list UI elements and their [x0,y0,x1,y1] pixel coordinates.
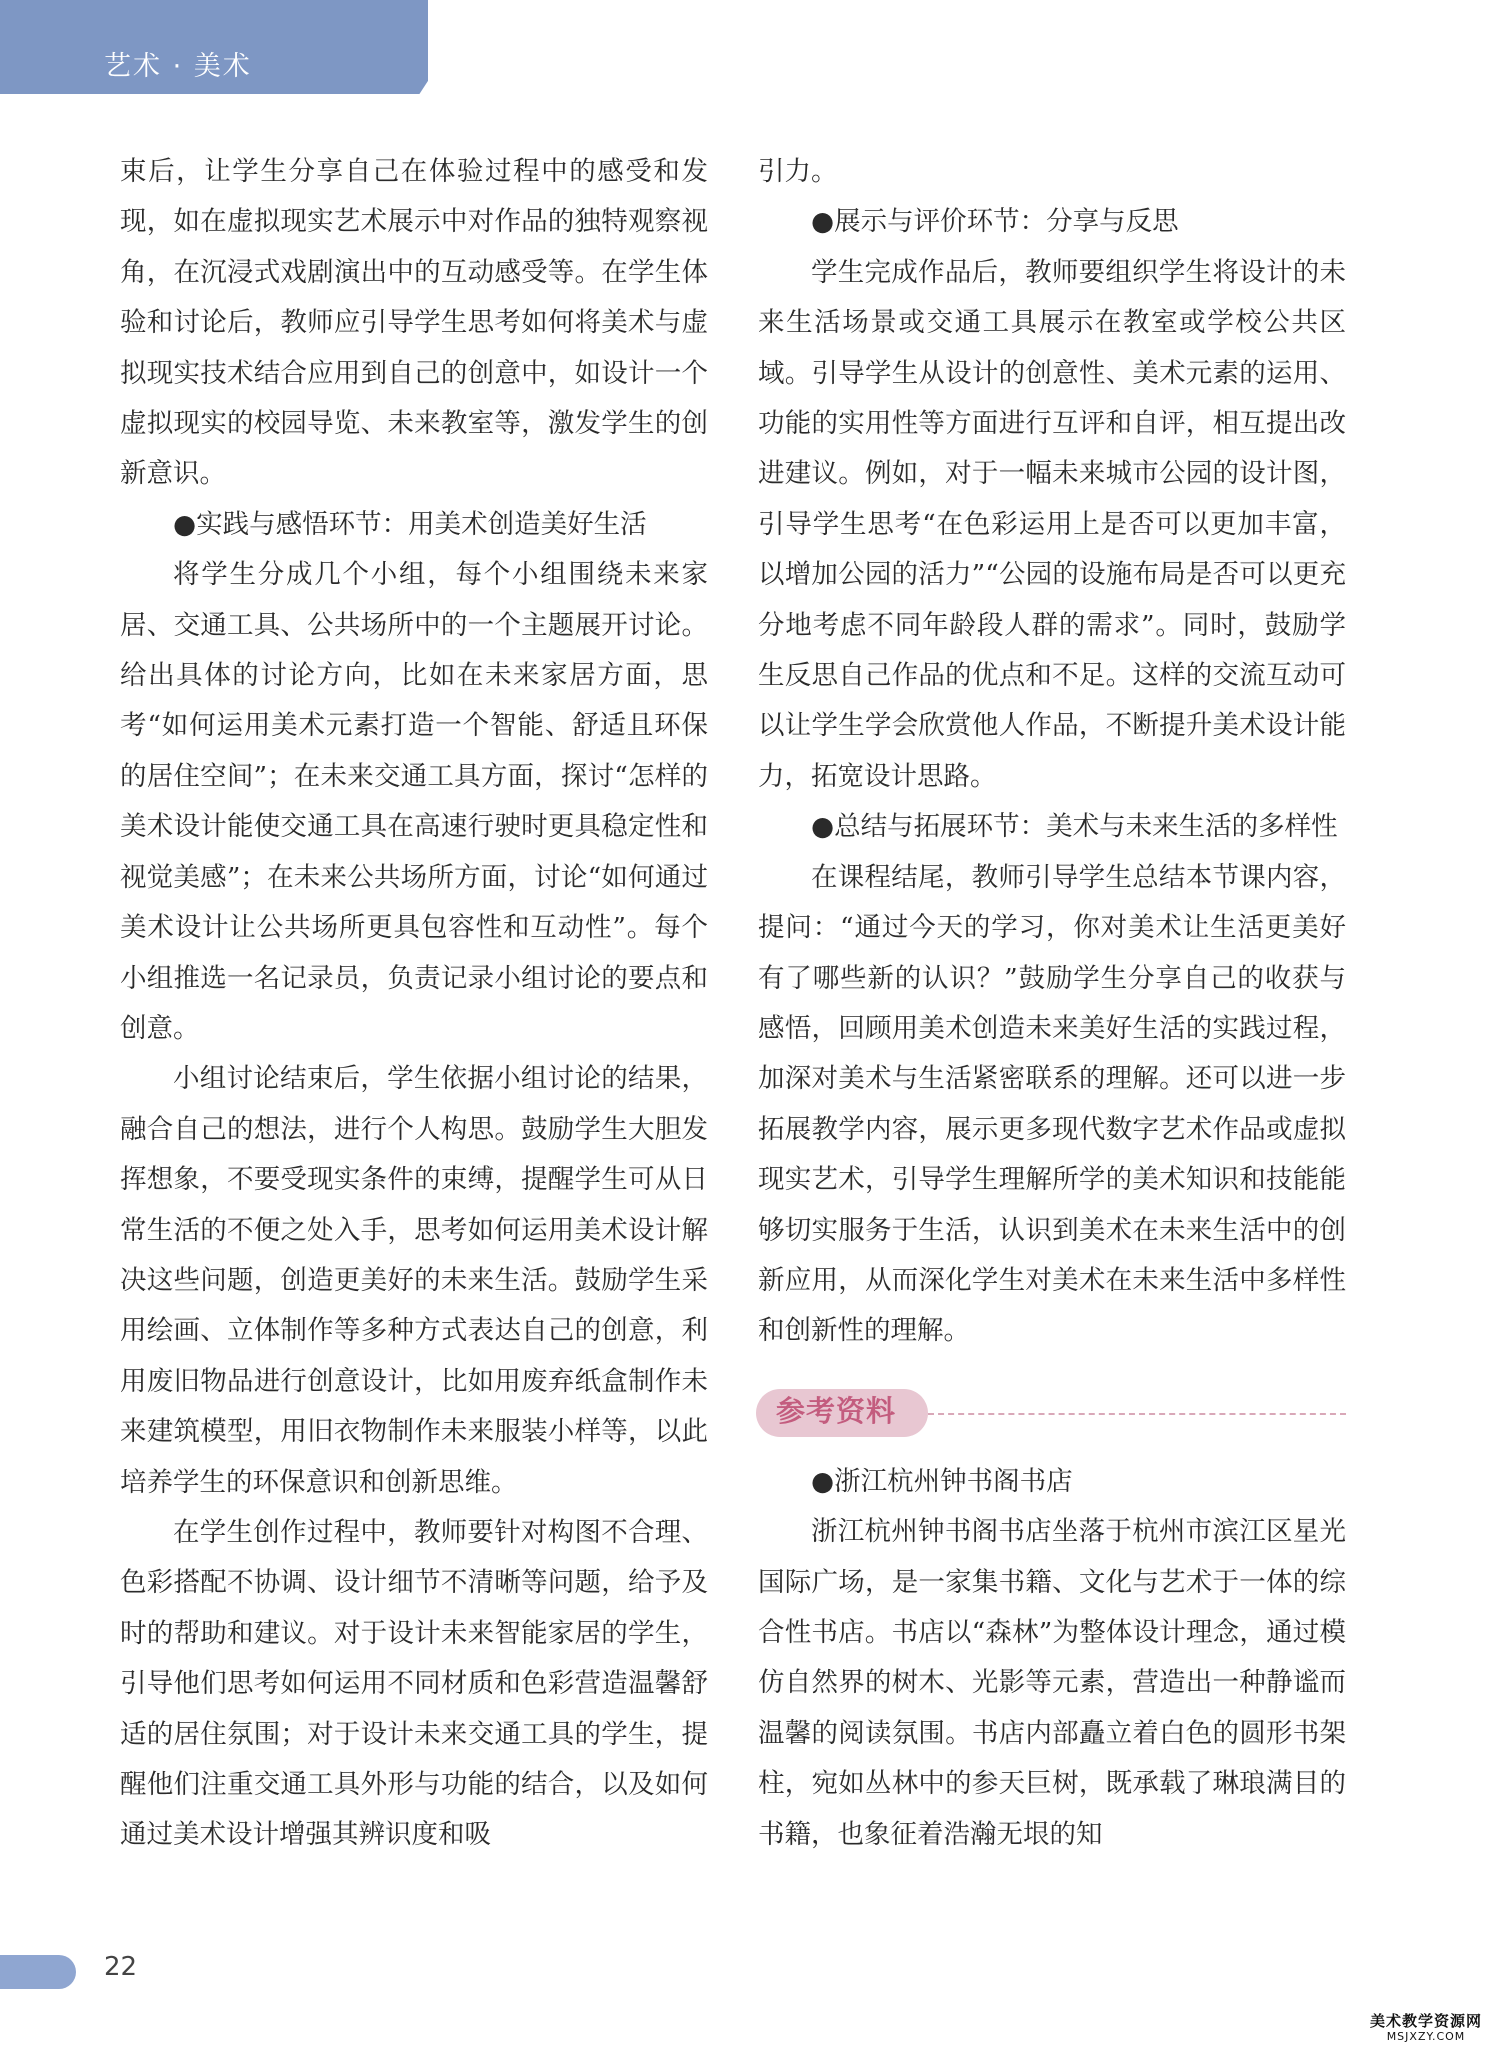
paragraph: 将学生分成几个小组，每个小组围绕未来家居、交通工具、公共场所中的一个主题展开讨论。给出具体的讨论方向，比如在未来家居方面，思考“如何运用美术元素打造一个智能、舒适且环保的居住空间”；在未来交通工具方面，探讨“怎样的美术设计能使交通工具在高速行驶时更具稳定性和视觉美感”；在未来公共场所方面，讨论“如何通过美术设计让公共场所更具包容性和互动性”。每个小组推选一名记录员，负责记录小组讨论的要点和创意。 [120,559,708,1044]
reference-label: 参考资料 [776,1393,897,1428]
reference-section-header [758,1383,1346,1453]
paragraph: 浙江杭州钟书阁书店坐落于杭州市滨江区星光国际广场，是一家集书籍、文化与艺术于一体的综合性书店。书店以“森林”为整体设计理念，通过模仿自然界的树木、光影等元素，营造出一种静谧而温馨的阅读氛围。书店内部矗立着白色的圆形书架柱，宛如丛林中的参天巨树，既承载了琳琅满目的书籍，也象征着浩瀚无垠的知 [758,1516,1346,1850]
paragraph: 在学生创作过程中，教师要针对构图不合理、色彩搭配不协调、设计细节不清晰等问题，给予及时的帮助和建议。对于设计未来智能家居的学生，引导他们思考如何运用不同材质和色彩营造温馨舒适的居住氛围；对于设计未来交通工具的学生，提醒他们注重交通工具外形与功能的结合，以及如何通过美术设计增强其辨识度和吸 [120,1516,708,1851]
paragraph: 在课程结尾，教师引导学生总结本节课内容，提问：“通过今天的学习，你对美术让生活更美好有了哪些新的认识？”鼓励学生分享自己的收获与感悟，回顾用美术创造未来美好生活的实践过程，加深对美术与生活紧密联系的理解。还可以进一步拓展教学内容，展示更多现代数字艺术作品或虚拟现实艺术，引导学生理解所学的美术知识和技能能够切实服务于生活，认识到美术在未来生活中的创新应用，从而深化学生对美术在未来生活中多样性和创新性的理解。 [758,861,1346,1347]
paragraph: 小组讨论结束后，学生依据小组讨论的结果，融合自己的想法，进行个人构思。鼓励学生大胆发挥想象，不要受现实条件的束缚，提醒学生可从日常生活的不便之处入手，思考如何运用美术设计解决这些问题，创造更美好的未来生活。鼓励学生采用绘画、立体制作等多种方式表达自己的创意，利用废旧物品进行创意设计，比如用废弃纸盒制作未来建筑模型，用旧衣物制作未来服装小样等，以此培养学生的环保意识和创新思维。 [120,1063,708,1498]
footer-bar [0,1955,76,1989]
section-heading-display: ●展示与评价环节：分享与反思 [811,206,1179,238]
reference-item-title: ●浙江杭州钟书阁书店 [811,1465,1073,1497]
page-number: 22 [104,1952,138,1982]
header-title: 艺术 · 美术 [104,51,252,82]
paragraph: 引力。 [758,156,838,187]
left-column [120,147,708,1861]
reference-divider [928,1413,1346,1415]
watermark-line1: 美术教学资源网 [1369,2012,1482,2030]
section-heading-summary: ●总结与拓展环节：美术与未来生活的多样性 [811,811,1338,843]
section-heading-practice: ●实践与感悟环节：用美术创造美好生活 [173,508,647,540]
right-column [758,147,1346,1860]
paragraph: 学生完成作品后，教师要组织学生将设计的未来生活场景或交通工具展示在教室或学校公共区域。引导学生从设计的创意性、美术元素的运用、功能的实用性等方面进行互评和自评，相互提出改进建议。例如，对于一幅未来城市公园的设计图，引导学生思考“在色彩运用上是否可以更加丰富，以增加公园的活力”“公园的设施布局是否可以更充分地考虑不同年龄段人群的需求”。同时，鼓励学生反思自己作品的优点和不足。这样的交流互动可以让学生学会欣赏他人作品，不断提升美术设计能力，拓宽设计思路。 [758,256,1346,792]
watermark-line2: MSJXZY.COM [1386,2030,1466,2043]
watermark [1362,2012,1490,2043]
paragraph: 束后，让学生分享自己在体验过程中的感受和发现，如在虚拟现实艺术展示中对作品的独特观察视角，在沉浸式戏剧演出中的互动感受等。在学生体验和讨论后，教师应引导学生思考如何将美术与虚拟现实技术结合应用到自己的创意中，如设计一个虚拟现实的校园导览、未来教室等，激发学生的创新意识。 [120,156,708,490]
